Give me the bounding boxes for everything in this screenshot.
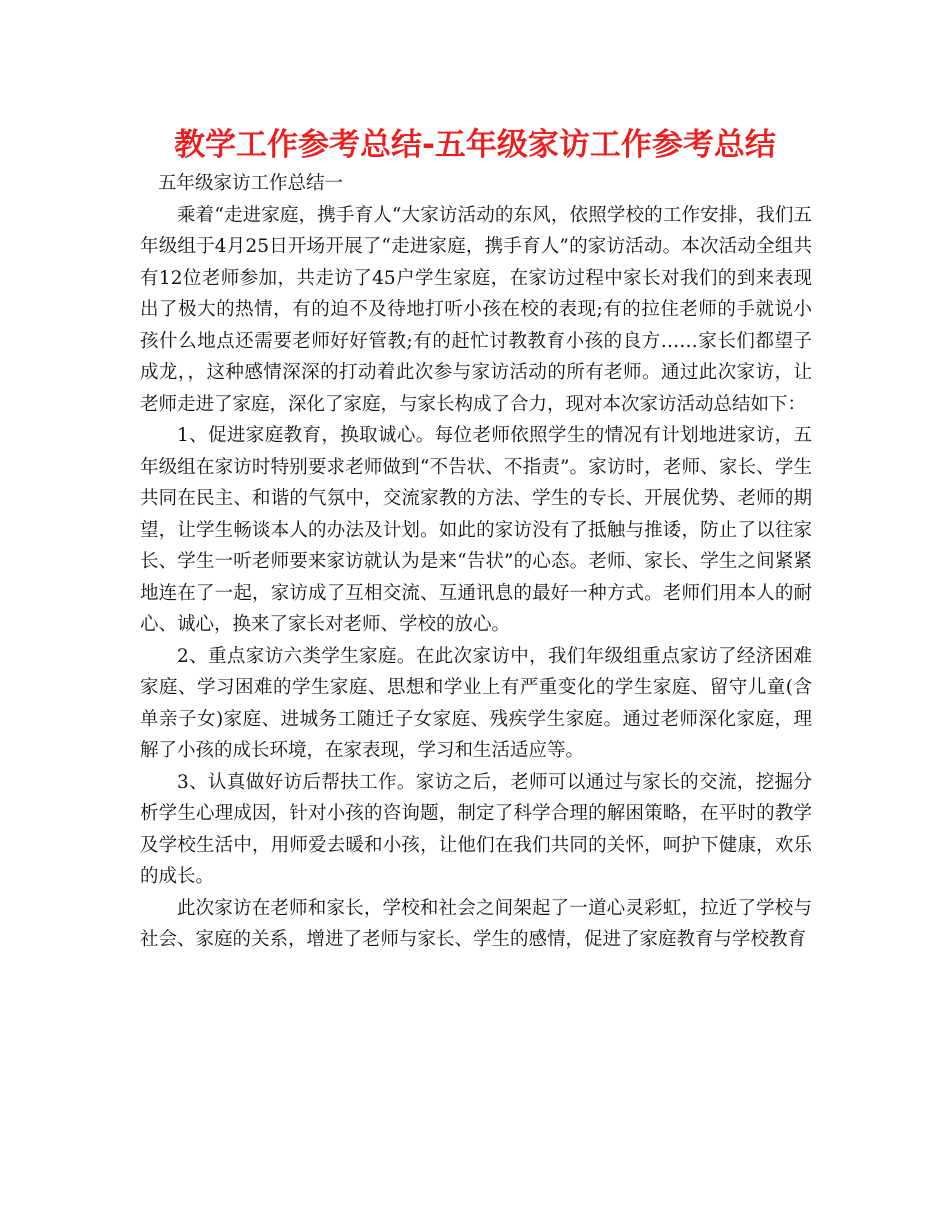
document-body [140,168,812,956]
paragraph-conclusion: 此次家访在老师和家长，学校和社会之间架起了一道心灵彩虹，拉近了学校与社会、家庭的关系，增进了老师与家长、学生的感情，促进了家庭教育与学校教育 [140,897,812,950]
paragraph-point-2: 2、重点家访六类学生家庭。在此次家访中，我们年级组重点家访了经济困难家庭、学习困难的学生家庭、思想和学业上有严重变化的学生家庭、留守儿童(含单亲子女)家庭、进城务工随迁子女家庭、残疾学生家庭。通过老师深化家庭，理解了小孩的成长环境，在家表现，学习和生活适应等。 [140,645,812,761]
document-subtitle: 五年级家访工作总结一 [158,173,344,194]
paragraph-intro: 乘着“走进家庭，携手育人“大家访活动的东风，依照学校的工作安排，我们五年级组于4月25日开场开展了“走进家庭，携手育人”的家访活动。本次活动全组共有12位老师参加，共走访了45户学生家庭，在家访过程中家长对我们的到来表现出了极大的热情，有的迫不及待地打听小孩在校的表现;有的拉住老师的手就说小孩什么地点还需要老师好好管教;有的赶忙讨教教育小孩的良方……家长们都望子成龙，，这种感情深深的打动着此次参与家访活动的所有老师。通过此次家访，让老师走进了家庭，深化了家庭，与家长构成了合力，现对本次家访活动总结如下： [140,204,812,415]
paragraph-point-1: 1、促进家庭教育，换取诚心。每位老师依照学生的情况有计划地进家访，五年级组在家访时特别要求老师做到“不告状、不指责”。家访时，老师、家长、学生共同在民主、和谐的气氛中，交流家教的方法、学生的专长、开展优势、老师的期望，让学生畅谈本人的办法及计划。如此的家访没有了抵触与推诿，防止了以往家长、学生一听老师要来家访就认为是来“告状”的心态。老师、家长、学生之间紧紧地连在了一起，家访成了互相交流、互通讯息的最好一种方式。老师们用本人的耐心、诚心，换来了家长对老师、学校的放心。 [140,425,812,635]
document-title: 教学工作参考总结-五年级家访工作参考总结 [174,127,776,163]
paragraph-point-3: 3、认真做好访后帮扶工作。家访之后，老师可以通过与家长的交流，挖掘分析学生心理成因，针对小孩的咨询题，制定了科学合理的解困策略，在平时的教学及学校生活中，用师爱去暖和小孩，让他们在我们共同的关怀，呵护下健康，欢乐的成长。 [140,771,812,887]
